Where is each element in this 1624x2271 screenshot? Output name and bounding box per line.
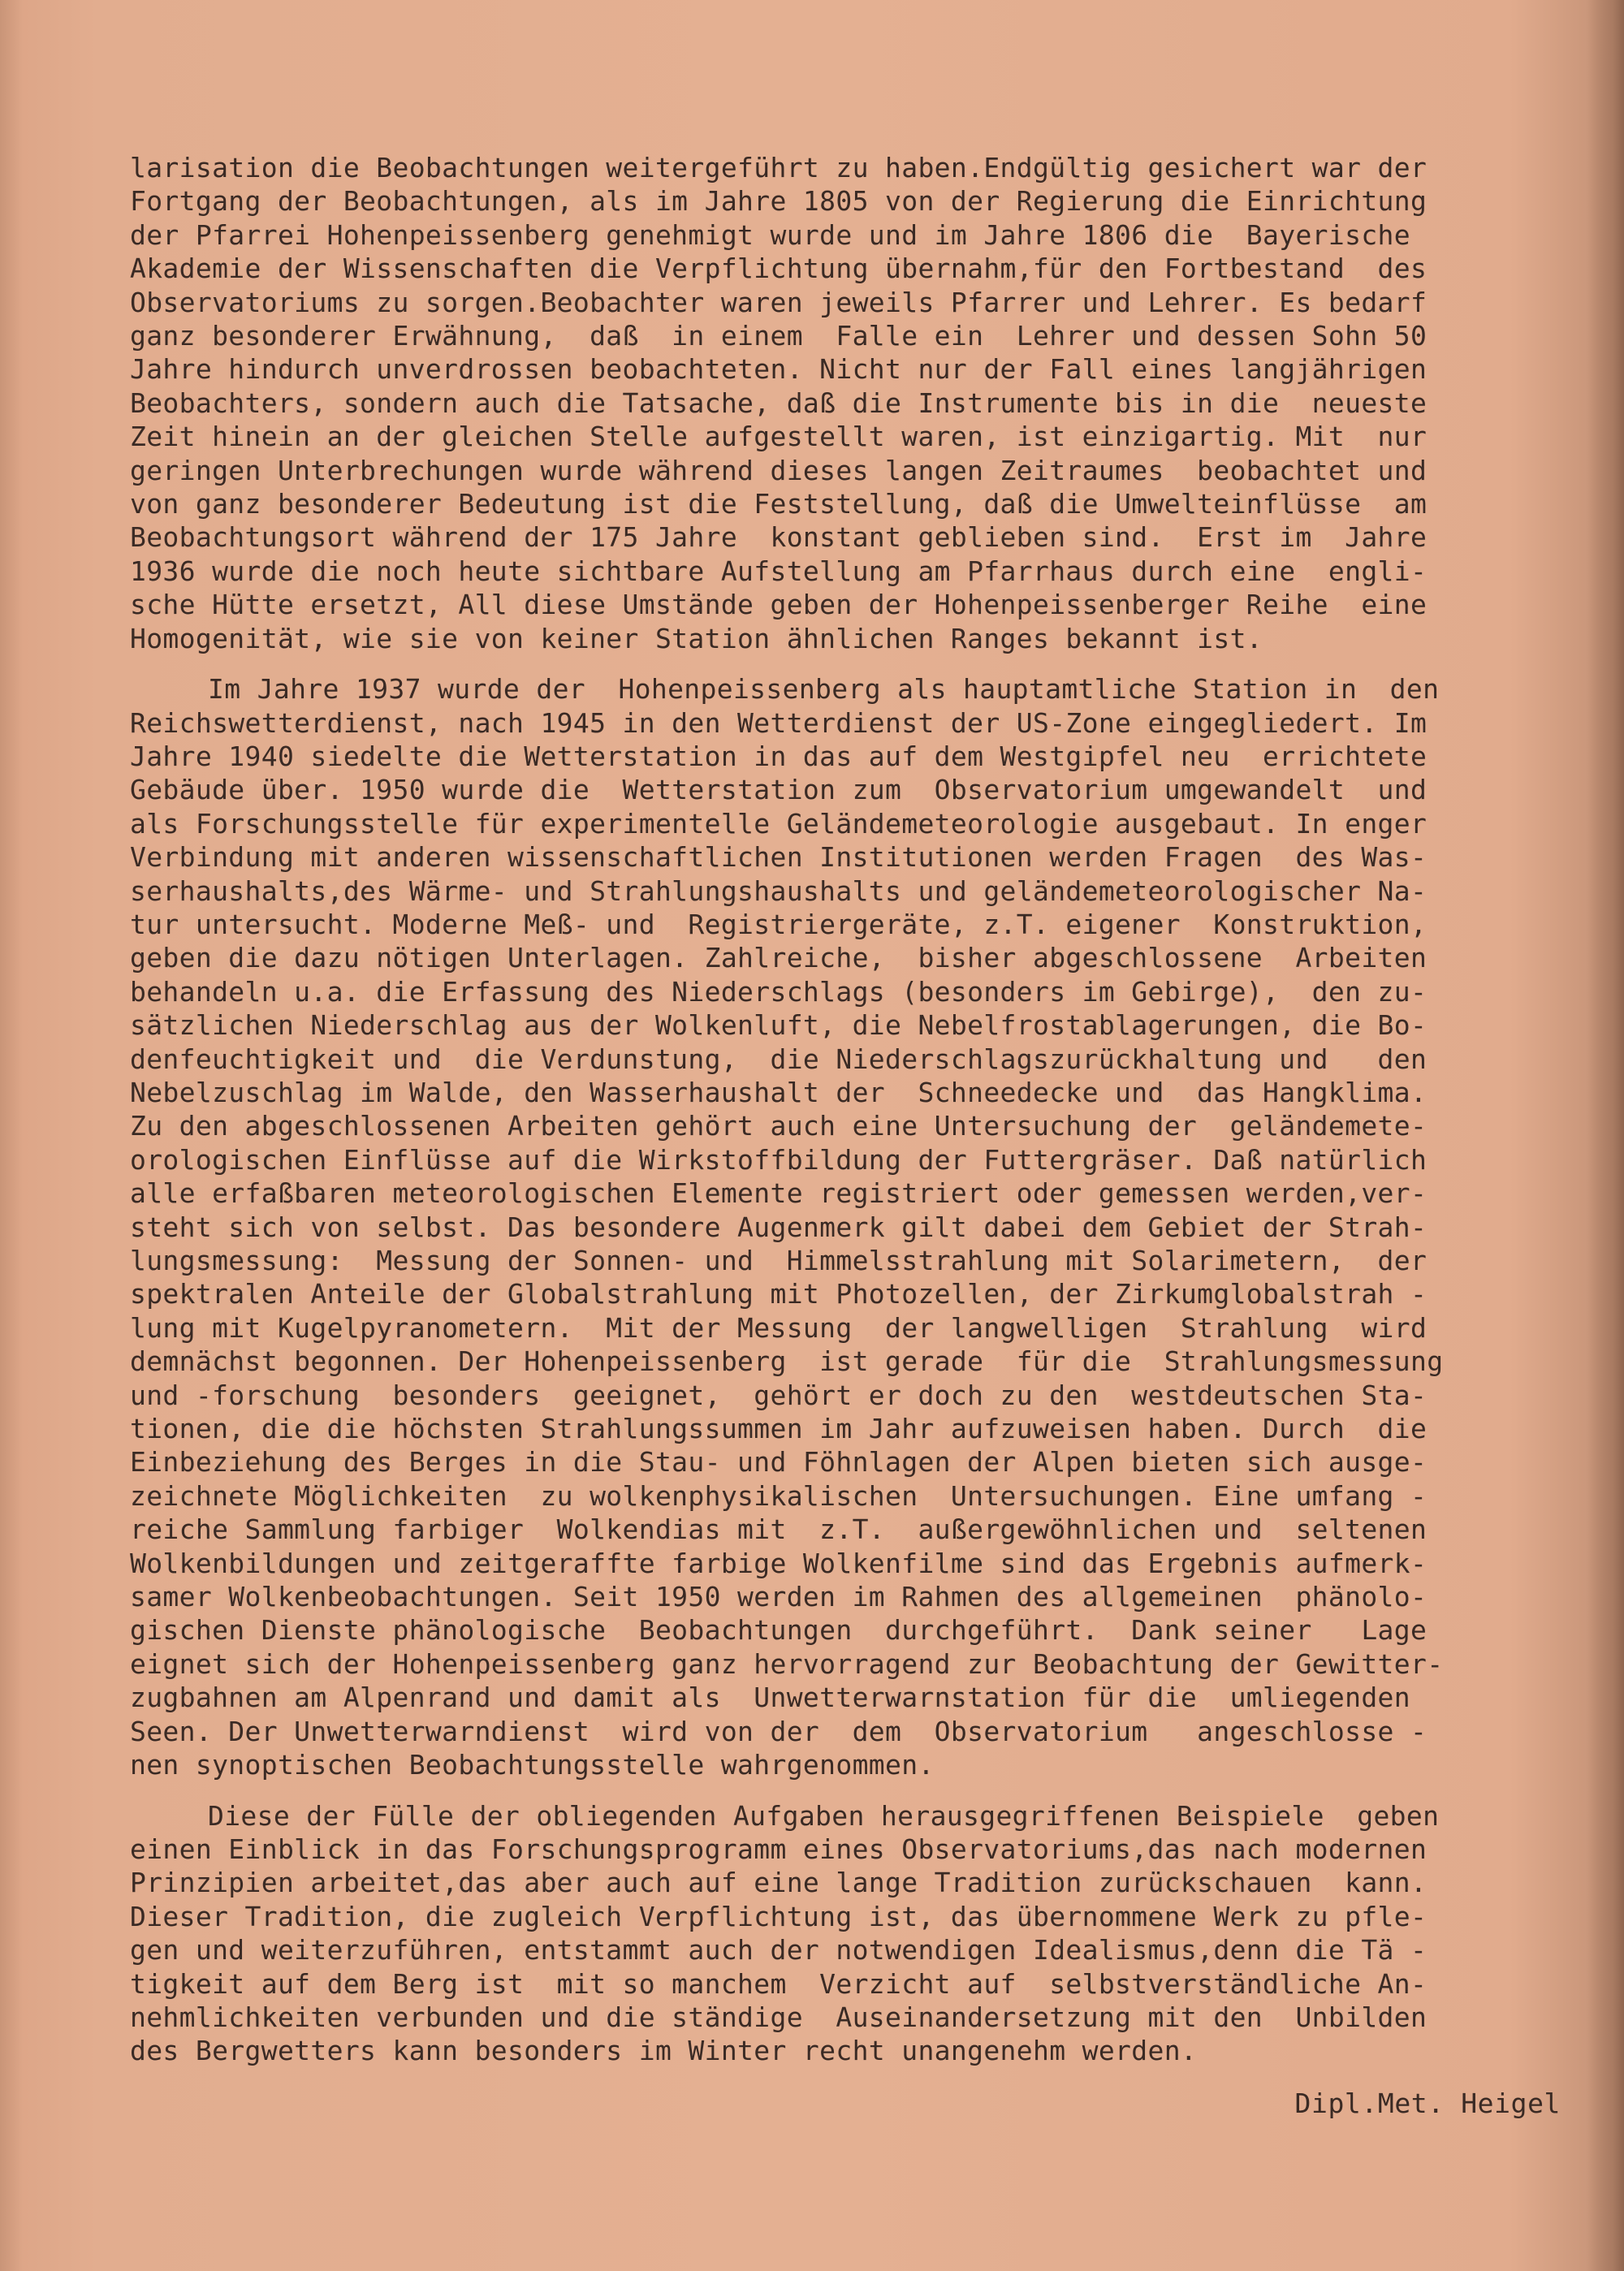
text-line: Reichswetterdienst, nach 1945 in den Wetterdienst der US-Zone eingegliedert. Im bbox=[130, 706, 1427, 739]
text-line: Observatoriums zu sorgen.Beobachter waren jeweils Pfarrer und Lehrer. Es bedarf bbox=[130, 286, 1427, 318]
page-edge-shadow-left bbox=[0, 0, 23, 2271]
text-line: tionen, die die höchsten Strahlungssummen im Jahr aufzuweisen haben. Durch die bbox=[130, 1413, 1427, 1445]
body-text bbox=[130, 151, 1579, 2068]
text-line: Beobachtungsort während der 175 Jahre konstant geblieben sind. Erst im Jahre bbox=[130, 521, 1427, 554]
text-line: Einbeziehung des Berges in die Stau- und Föhnlagen der Alpen bieten sich ausge- bbox=[130, 1446, 1427, 1479]
text-line: von ganz besonderer Bedeutung ist die Feststellung, daß die Umwelteinflüsse am bbox=[130, 488, 1427, 520]
text-line: Wolkenbildungen und zeitgeraffte farbige Wolkenfilme sind das Ergebnis aufmerk- bbox=[130, 1547, 1427, 1579]
paragraph-3 bbox=[130, 1799, 1579, 2068]
text-line: 1936 wurde die noch heute sichtbare Aufstellung am Pfarrhaus durch eine engli- bbox=[130, 555, 1427, 587]
text-line: Seen. Der Unwetterwarndienst wird von der dem Observatorium angeschlosse - bbox=[130, 1715, 1427, 1747]
text-line: tigkeit auf dem Berg ist mit so manchem Verzicht auf selbstverständliche An- bbox=[130, 1967, 1427, 2000]
text-line: Zeit hinein an der gleichen Stelle aufgestellt waren, ist einzigartig. Mit nur bbox=[130, 421, 1427, 453]
text-line: geringen Unterbrechungen wurde während dieses langen Zeitraumes beobachtet und bbox=[130, 454, 1427, 486]
paragraph-2 bbox=[130, 672, 1579, 1781]
text-line: geben die dazu nötigen Unterlagen. Zahlreiche, bisher abgeschlossene Arbeiten bbox=[130, 942, 1427, 974]
page-edge-shadow-right bbox=[1587, 0, 1624, 2271]
text-line: steht sich von selbst. Das besondere Augenmerk gilt dabei dem Gebiet der Strah- bbox=[130, 1211, 1427, 1243]
text-line: Jahre hindurch unverdrossen beobachteten. Nicht nur der Fall eines langjährigen bbox=[130, 353, 1427, 386]
text-line: Homogenität, wie sie von keiner Station ähnlichen Ranges bekannt ist. bbox=[130, 622, 1263, 654]
text-line: reiche Sammlung farbiger Wolkendias mit z.T. außergewöhnlichen und seltenen bbox=[130, 1513, 1427, 1546]
text-line: Beobachters, sondern auch die Tatsache, daß die Instrumente bis in die neueste bbox=[130, 386, 1427, 419]
text-line: Nebelzuschlag im Walde, den Wasserhaushalt der Schneedecke und das Hangklima. bbox=[130, 1076, 1427, 1108]
text-line: serhaushalts,des Wärme- und Strahlungshaushalts und geländemeteorologischer Na- bbox=[130, 874, 1427, 907]
text-line: gischen Dienste phänologische Beobachtungen durchgeführt. Dank seiner Lage bbox=[130, 1614, 1427, 1647]
text-line: Prinzipien arbeitet,das aber auch auf eine lange Tradition zurückschauen kann. bbox=[130, 1867, 1427, 1899]
text-line: samer Wolkenbeobachtungen. Seit 1950 werden im Rahmen des allgemeinen phänolo- bbox=[130, 1581, 1427, 1613]
text-line: larisation die Beobachtungen weitergeführt zu haben.Endgültig gesichert war der bbox=[130, 152, 1427, 183]
text-line: Verbindung mit anderen wissenschaftlichen Institutionen werden Fragen des Was- bbox=[130, 841, 1427, 874]
author-signature: Dipl.Met. Heigel bbox=[1294, 2088, 1561, 2119]
text-line: als Forschungsstelle für experimentelle Geländemeteorologie ausgebaut. In enger bbox=[130, 807, 1427, 840]
text-line: ganz besonderer Erwähnung, daß in einem Falle ein Lehrer und dessen Sohn 50 bbox=[130, 320, 1427, 352]
text-line: des Bergwetters kann besonders im Winter recht unangenehm werden. bbox=[130, 2035, 1198, 2067]
text-line: einen Einblick in das Forschungsprogramm eines Observatoriums,das nach modernen bbox=[130, 1833, 1427, 1865]
text-line: lung mit Kugelpyranometern. Mit der Messung der langwelligen Strahlung wird bbox=[130, 1311, 1427, 1344]
text-line: Dieser Tradition, die zugleich Verpflichtung ist, das übernommene Werk zu pfle- bbox=[130, 1900, 1427, 1932]
text-line: lungsmessung: Messung der Sonnen- und Himmelsstrahlung mit Solarimetern, der bbox=[130, 1245, 1427, 1276]
text-line: Im Jahre 1937 wurde der Hohenpeissenberg als hauptamtliche Station in den bbox=[208, 673, 1440, 706]
text-line: Jahre 1940 siedelte die Wetterstation in das auf dem Westgipfel neu errichtete bbox=[130, 740, 1427, 772]
text-line: tur untersucht. Moderne Meß- und Registriergeräte, z.T. eigener Konstruktion, bbox=[130, 908, 1427, 940]
text-line: nen synoptischen Beobachtungsstelle wahrgenommen. bbox=[130, 1749, 935, 1781]
text-line: zugbahnen am Alpenrand und damit als Unwetterwarnstation für die umliegenden bbox=[130, 1682, 1410, 1714]
text-line: Gebäude über. 1950 wurde die Wetterstation zum Observatorium umgewandelt und bbox=[130, 774, 1427, 806]
text-line: spektralen Anteile der Globalstrahlung mit Photozellen, der Zirkumglobalstrah - bbox=[130, 1278, 1427, 1310]
text-line: demnächst begonnen. Der Hohenpeissenberg ist gerade für die Strahlungsmessung bbox=[130, 1345, 1444, 1378]
text-line: sätzlichen Niederschlag aus der Wolkenluft, die Nebelfrostablagerungen, die Bo- bbox=[130, 1009, 1427, 1042]
text-line: Fortgang der Beobachtungen, als im Jahre 1805 von der Regierung die Einrichtung bbox=[130, 185, 1427, 218]
text-line: Akademie der Wissenschaften die Verpflichtung übernahm,für den Fortbestand des bbox=[130, 253, 1427, 285]
text-line: behandeln u.a. die Erfassung des Niederschlags (besonders im Gebirge), den zu- bbox=[130, 975, 1427, 1008]
paragraph-1 bbox=[130, 151, 1579, 655]
text-line: zeichnete Möglichkeiten zu wolkenphysikalischen Untersuchungen. Eine umfang - bbox=[130, 1479, 1427, 1512]
text-line: der Pfarrei Hohenpeissenberg genehmigt wurde und im Jahre 1806 die Bayerische bbox=[130, 218, 1410, 251]
text-line: orologischen Einflüsse auf die Wirkstoffbildung der Futtergräser. Daß natürlich bbox=[130, 1143, 1427, 1176]
text-line: denfeuchtigkeit und die Verdunstung, die Niederschlagszurückhaltung und den bbox=[130, 1043, 1427, 1075]
text-line: und -forschung besonders geeignet, gehört er doch zu den westdeutschen Sta- bbox=[130, 1379, 1427, 1411]
text-line: sche Hütte ersetzt, All diese Umstände geben der Hohenpeissenberger Reihe eine bbox=[130, 589, 1427, 621]
text-line: gen und weiterzuführen, entstammt auch der notwendigen Idealismus,denn die Tä - bbox=[130, 1934, 1427, 1967]
text-line: nehmlichkeiten verbunden und die ständige Auseinandersetzung mit den Unbilden bbox=[130, 2001, 1427, 2033]
text-line: Zu den abgeschlossenen Arbeiten gehört auch eine Untersuchung der geländemete- bbox=[130, 1110, 1427, 1142]
text-line: Diese der Fülle der obliegenden Aufgaben herausgegriffenen Beispiele geben bbox=[208, 1799, 1440, 1832]
text-line: alle erfaßbaren meteorologischen Elemente registriert oder gemessen werden,ver- bbox=[130, 1177, 1427, 1210]
text-line: eignet sich der Hohenpeissenberg ganz hervorragend zur Beobachtung der Gewitter- bbox=[130, 1647, 1444, 1680]
